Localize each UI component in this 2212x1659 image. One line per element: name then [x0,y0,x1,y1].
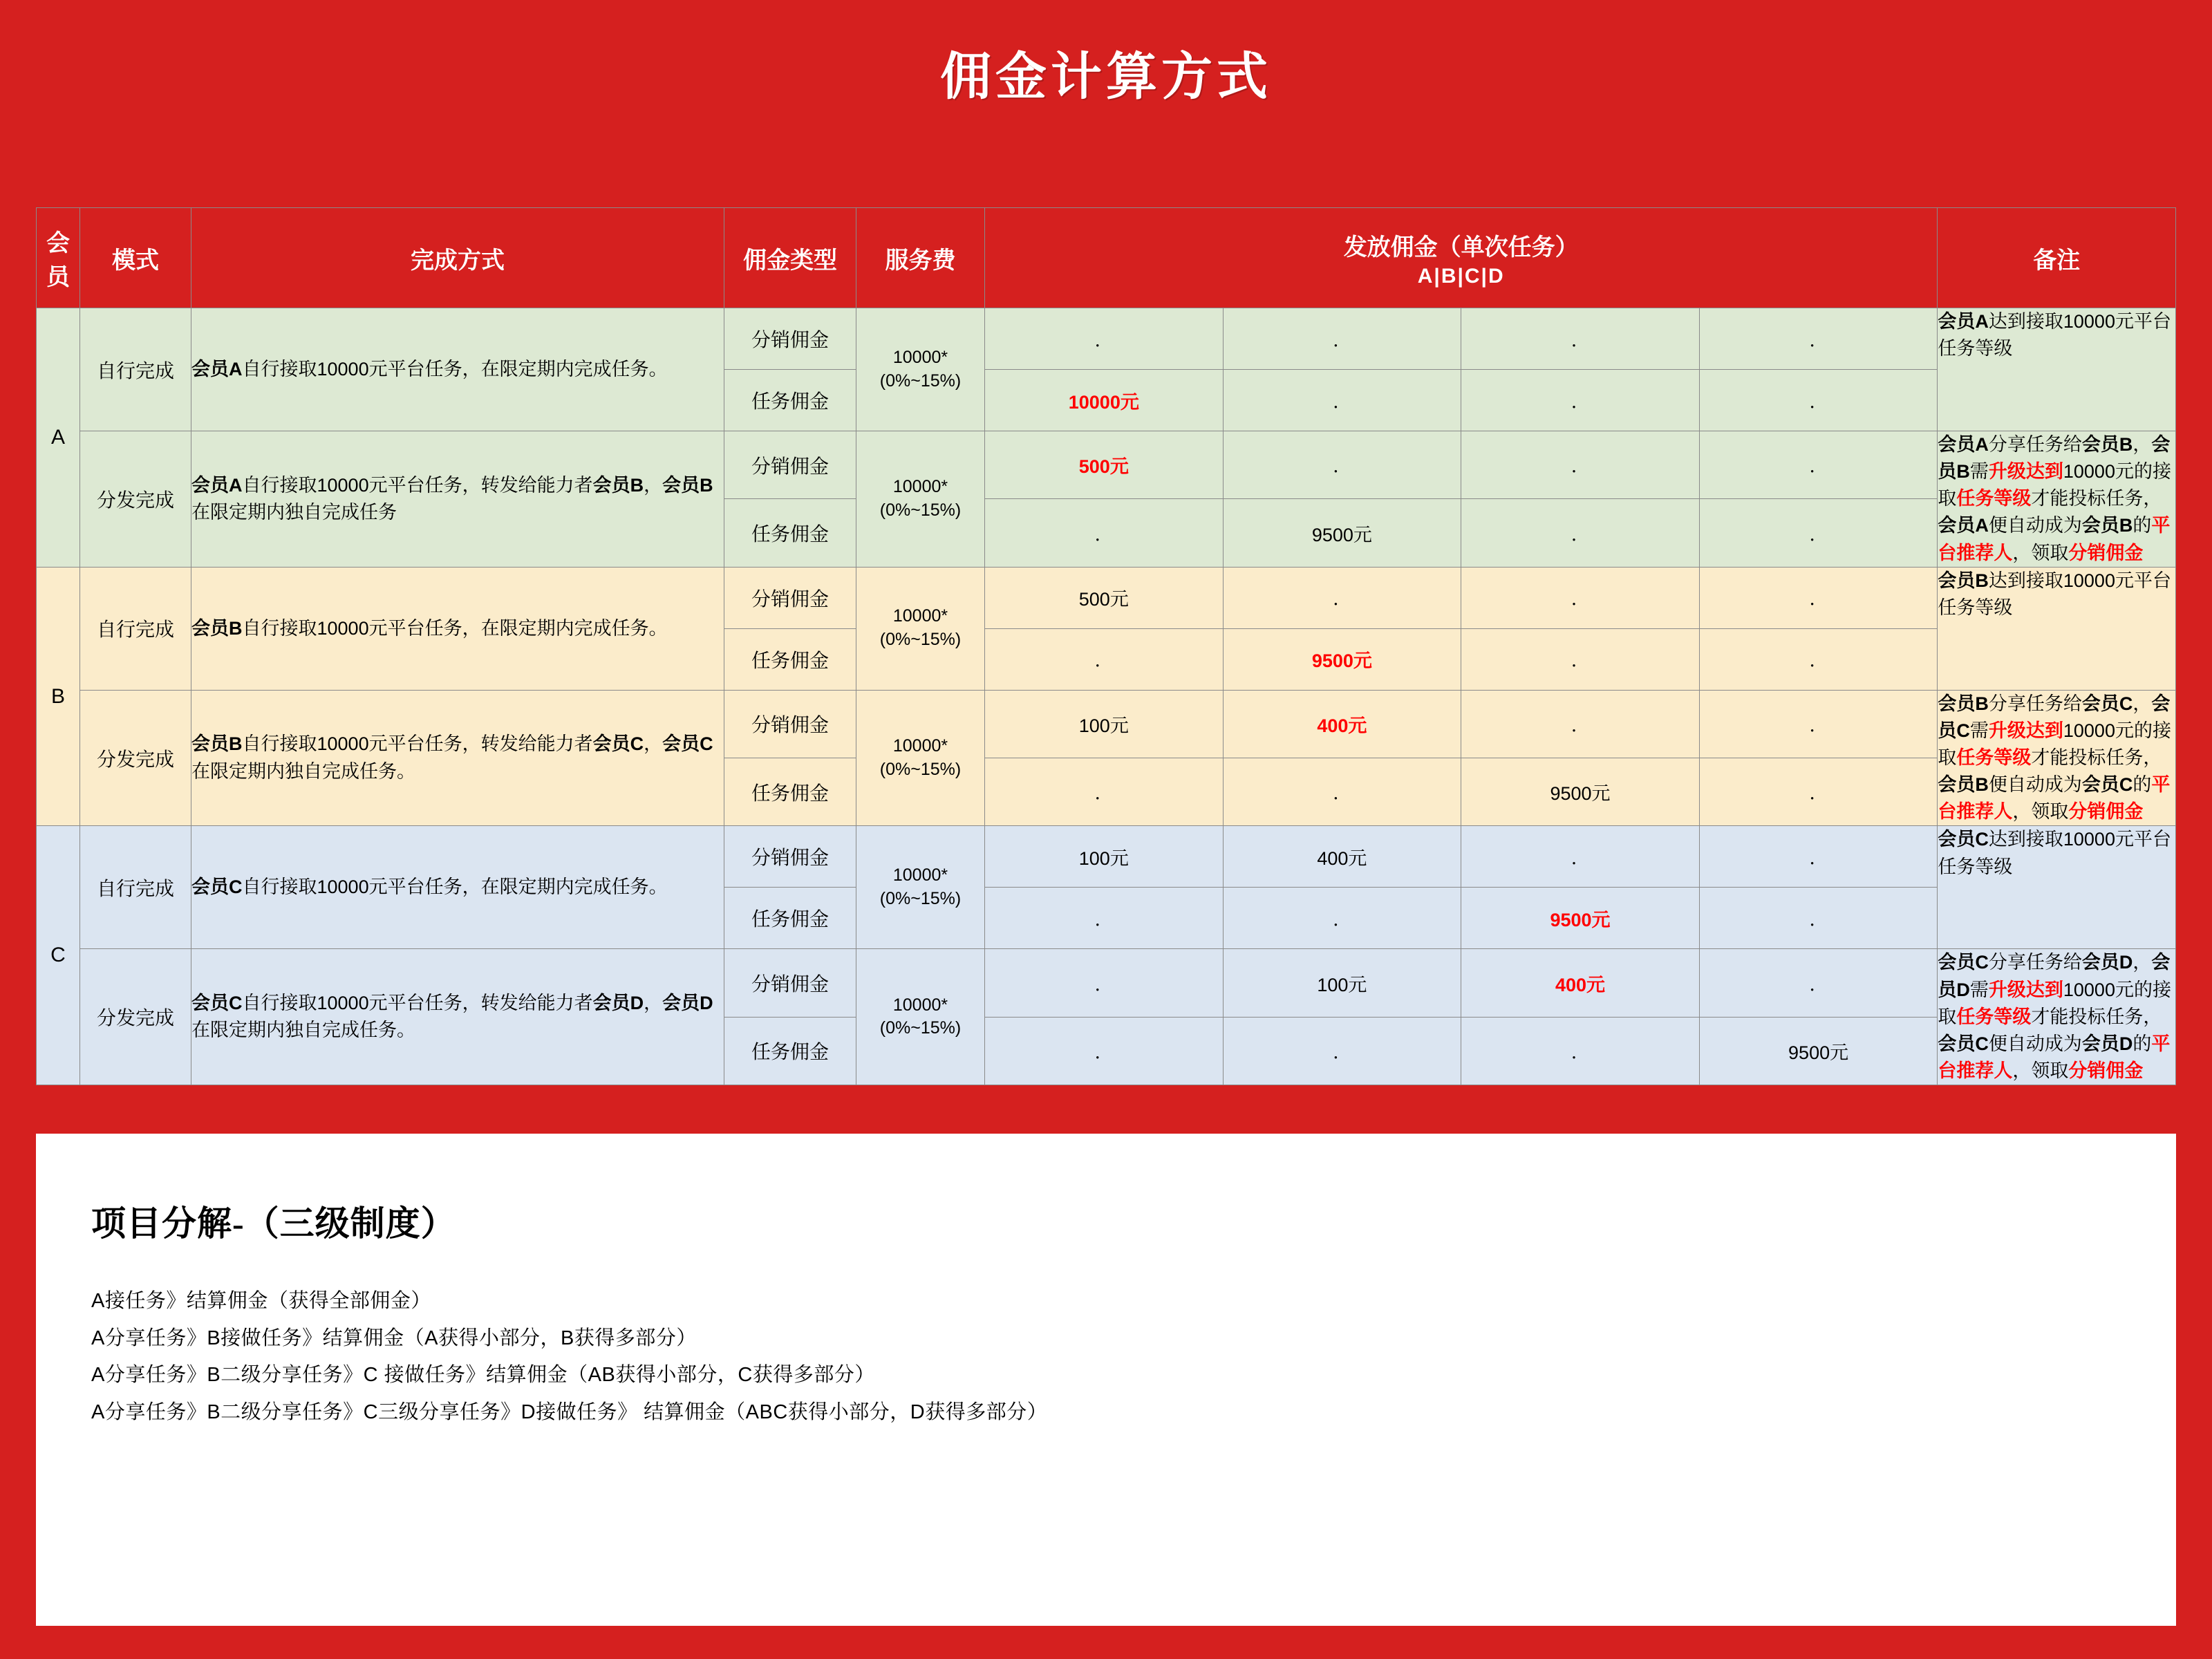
cell-commission-type: 分销佣金 [724,431,856,499]
cell-payout-d: ． [1699,949,1938,1017]
cell-payout-d: ． [1699,431,1938,499]
table-row [37,826,2176,888]
cell-payout-b: 400元 [1223,690,1461,758]
cell-commission-type: 分销佣金 [724,690,856,758]
cell-note: 会员C达到接取10000元平台任务等级 [1938,826,2176,949]
table-row [37,690,2176,758]
header-mode: 模式 [80,208,191,308]
cell-payout-d: ． [1699,690,1938,758]
breakdown-line: A分享任务》B二级分享任务》C三级分享任务》D接做任务》 结算佣金（ABC获得小部分，D获得多部分） [91,1400,1048,1423]
cell-service-fee: 10000* (0%~15%) [856,690,985,826]
cell-payout-c: 400元 [1461,949,1700,1017]
cell-payout-c: ． [1461,370,1700,431]
cell-commission-type: 任务佣金 [724,1017,856,1085]
cell-payout-d: ． [1699,628,1938,690]
cell-payout-b: 400元 [1223,826,1461,888]
cell-payout-d: ． [1699,499,1938,567]
header-service-fee: 服务费 [856,208,985,308]
table-header [37,208,2176,308]
cell-service-fee: 10000* (0%~15%) [856,567,985,690]
cell-payout-b: ． [1223,1017,1461,1085]
table-row [37,567,2176,628]
cell-payout-a: ． [985,628,1224,690]
cell-method: 会员C自行接取10000元平台任务，转发给能力者会员D，会员D在限定期内独自完成任务。 [191,949,724,1085]
cell-payout-a: ． [985,499,1224,567]
cell-mode: 自行完成 [80,567,191,690]
cell-service-fee: 10000* (0%~15%) [856,949,985,1085]
cell-payout-d: 9500元 [1699,1017,1938,1085]
cell-commission-type: 分销佣金 [724,308,856,370]
cell-member: B [37,567,80,826]
header-member: 会员 [37,208,80,308]
header-payout-main: 发放佣金（单次任务） [1343,234,1579,261]
cell-payout-d: ． [1699,308,1938,370]
cell-payout-c: 9500元 [1461,888,1700,949]
breakdown-line: A分享任务》B二级分享任务》C 接做任务》结算佣金（AB获得小部分，C获得多部分） [91,1364,875,1387]
cell-method: 会员A自行接取10000元平台任务，转发给能力者会员B，会员B在限定期内独自完成任务 [191,431,724,568]
cell-payout-a: 10000元 [985,370,1224,431]
cell-payout-c: ． [1461,628,1700,690]
cell-commission-type: 分销佣金 [724,826,856,888]
cell-payout-d: ． [1699,888,1938,949]
table-row [37,308,2176,370]
cell-payout-c: ． [1461,499,1700,567]
cell-note: 会员B分享任务给会员C，会员C需升级达到10000元的接取任务等级才能投标任务，会员B便自动成为会员C的平台推荐人，领取分销佣金 [1938,690,2176,826]
cell-commission-type: 任务佣金 [724,628,856,690]
cell-commission-type: 任务佣金 [724,758,856,826]
header-payout [985,208,1938,308]
page-title: 佣金计算方式 [940,49,1272,106]
cell-service-fee: 10000* (0%~15%) [856,431,985,568]
cell-note: 会员B达到接取10000元平台任务等级 [1938,567,2176,690]
cell-method: 会员B自行接取10000元平台任务，在限定期内完成任务。 [191,567,724,690]
header-note: 备注 [1938,208,2176,308]
cell-mode: 自行完成 [80,826,191,949]
cell-payout-a: ． [985,758,1224,826]
cell-method: 会员C自行接取10000元平台任务，在限定期内完成任务。 [191,826,724,949]
cell-payout-c: ． [1461,1017,1700,1085]
commission-table [36,207,2176,1085]
cell-payout-b: 100元 [1223,949,1461,1017]
breakdown-panel [36,1134,2176,1626]
breakdown-line: A接任务》结算佣金（获得全部佣金） [91,1290,431,1312]
cell-member: C [37,826,80,1085]
cell-payout-a: ． [985,888,1224,949]
table-body [37,308,2176,1085]
cell-mode: 自行完成 [80,308,191,431]
cell-service-fee: 10000* (0%~15%) [856,826,985,949]
cell-note: 会员C分享任务给会员D，会员D需升级达到10000元的接取任务等级才能投标任务，会员C便自动成为会员D的平台推荐人，领取分销佣金 [1938,949,2176,1085]
header-commission-type: 佣金类型 [724,208,856,308]
cell-payout-d: ． [1699,826,1938,888]
cell-payout-c: ． [1461,308,1700,370]
breakdown-line: A分享任务》B接做任务》结算佣金（A获得小部分，B获得多部分） [91,1327,697,1349]
cell-payout-a: ． [985,308,1224,370]
header-payout-sub: A|B|C|D [1417,264,1505,288]
cell-payout-a: 500元 [985,431,1224,499]
cell-payout-a: 100元 [985,826,1224,888]
cell-payout-d: ． [1699,758,1938,826]
breakdown-heading: 项目分解-（三级制度） [91,1204,456,1243]
cell-payout-d: ． [1699,370,1938,431]
cell-note: 会员A达到接取10000元平台任务等级 [1938,308,2176,431]
cell-member: A [37,308,80,568]
cell-service-fee: 10000* (0%~15%) [856,308,985,431]
cell-mode: 分发完成 [80,690,191,826]
cell-note: 会员A分享任务给会员B，会员B需升级达到10000元的接取任务等级才能投标任务，会员A便自动成为会员B的平台推荐人，领取分销佣金 [1938,431,2176,568]
cell-payout-a: ． [985,949,1224,1017]
cell-commission-type: 任务佣金 [724,499,856,567]
cell-payout-c: ． [1461,690,1700,758]
cell-payout-b: ． [1223,758,1461,826]
breakdown-lines [36,1246,2176,1432]
header-method: 完成方式 [191,208,724,308]
cell-commission-type: 任务佣金 [724,370,856,431]
cell-payout-b: 9500元 [1223,499,1461,567]
cell-payout-d: ． [1699,567,1938,628]
cell-commission-type: 任务佣金 [724,888,856,949]
table-row [37,949,2176,1017]
cell-payout-c: ． [1461,567,1700,628]
cell-payout-b: ． [1223,888,1461,949]
commission-table-container [36,207,2176,1085]
cell-payout-b: ． [1223,370,1461,431]
cell-commission-type: 分销佣金 [724,567,856,628]
cell-mode: 分发完成 [80,431,191,568]
cell-payout-c: ． [1461,431,1700,499]
cell-method: 会员A自行接取10000元平台任务，在限定期内完成任务。 [191,308,724,431]
cell-payout-b: ． [1223,308,1461,370]
cell-commission-type: 分销佣金 [724,949,856,1017]
table-row [37,431,2176,499]
cell-payout-a: 100元 [985,690,1224,758]
cell-payout-b: ． [1223,567,1461,628]
cell-payout-a: ． [985,1017,1224,1085]
cell-payout-b: ． [1223,431,1461,499]
cell-payout-c: ． [1461,826,1700,888]
cell-mode: 分发完成 [80,949,191,1085]
cell-payout-c: 9500元 [1461,758,1700,826]
cell-payout-b: 9500元 [1223,628,1461,690]
cell-payout-a: 500元 [985,567,1224,628]
cell-method: 会员B自行接取10000元平台任务，转发给能力者会员C，会员C在限定期内独自完成任务。 [191,690,724,826]
